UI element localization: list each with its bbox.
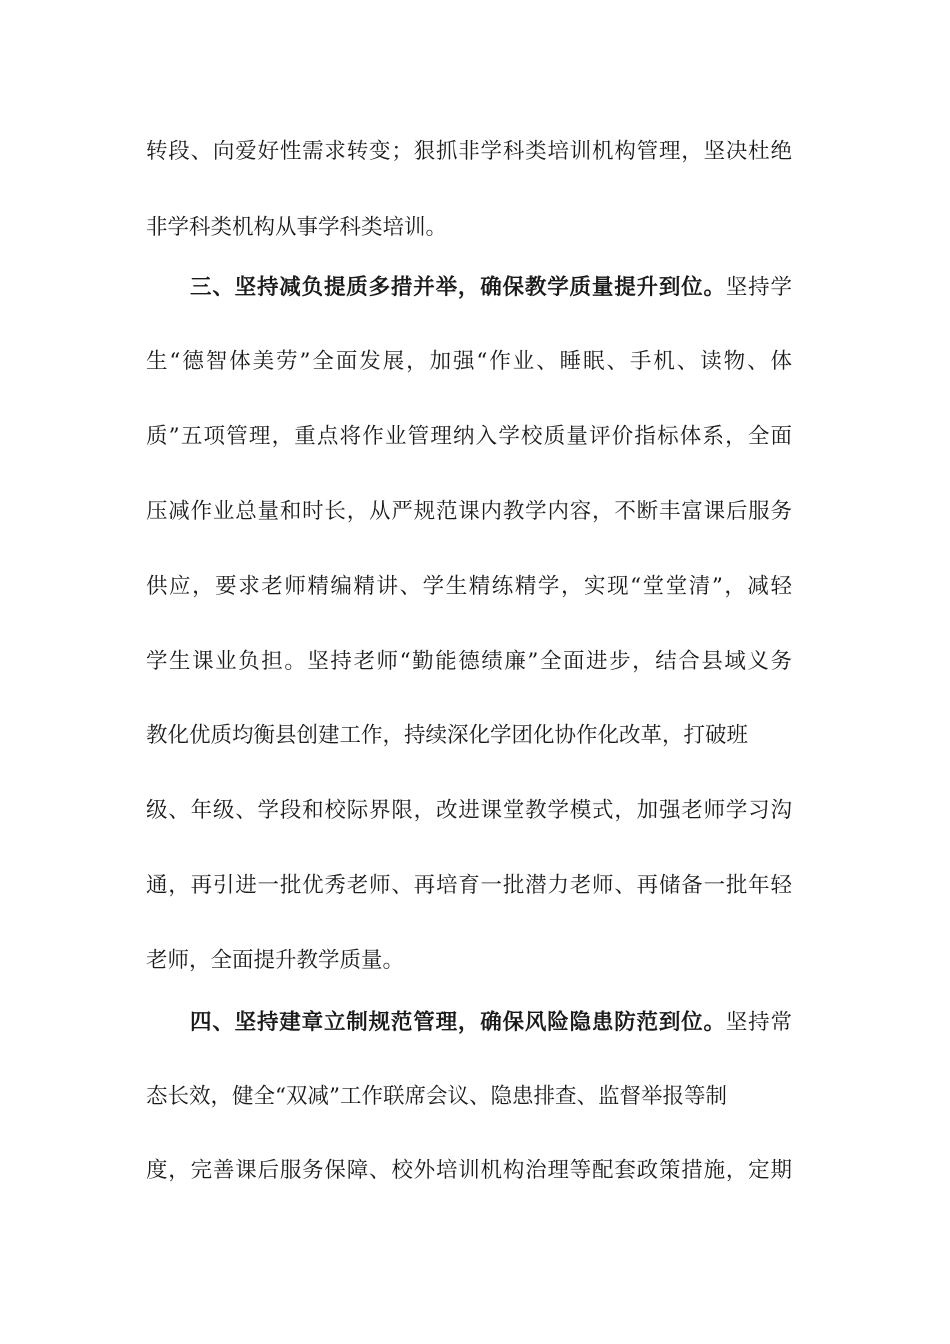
section-heading-four: 四、坚持建章立制规范管理，确保风险隐患防范到位。: [190, 1010, 726, 1035]
paragraph-line: 态长效，健全“双减”工作联席会议、隐患排查、监督举报等制: [146, 1084, 727, 1109]
paragraph-line: 非学科类机构从事学科类培训。: [146, 215, 448, 240]
section-text: 坚持学: [725, 275, 792, 300]
section-heading-line: [190, 1003, 792, 1043]
paragraph-line: 质”五项管理，重点将作业管理纳入学校质量评价指标体系，全面: [146, 424, 792, 449]
paragraph-line: 供应，要求老师精编精讲、学生精练精学，实现“堂堂清”，减轻: [146, 574, 792, 599]
paragraph-line: 度，完善课后服务保障、校外培训机构治理等配套政策措施，定期: [146, 1158, 792, 1183]
section-heading-three: 三、坚持减负提质多措并举，确保教学质量提升到位。: [190, 275, 726, 300]
paragraph-line: 生“德智体美劳”全面发展，加强“作业、睡眠、手机、读物、体: [146, 349, 792, 374]
paragraph-line: 教化优质均衡县创建工作，持续深化学团化协作化改革，打破班: [146, 723, 749, 748]
paragraph-line: 级、年级、学段和校际界限，改进课堂教学模式，加强老师学习沟: [146, 798, 792, 823]
paragraph-line: 学生课业负担。坚持老师“勤能德绩廉”全面进步，结合县域义务: [146, 649, 792, 674]
section-heading-line: [190, 268, 792, 308]
paragraph-line: 通，再引进一批优秀老师、再培育一批潜力老师、再储备一批年轻: [146, 873, 792, 898]
paragraph-line: 老师，全面提升教学质量。: [146, 948, 405, 973]
paragraph-line: 转段、向爱好性需求转变；狠抓非学科类培训机构管理，坚决杜绝: [146, 139, 792, 164]
section-text: 坚持常: [725, 1010, 792, 1035]
paragraph-line: 压减作业总量和时长，从严规范课内教学内容，不断丰富课后服务: [146, 499, 792, 524]
